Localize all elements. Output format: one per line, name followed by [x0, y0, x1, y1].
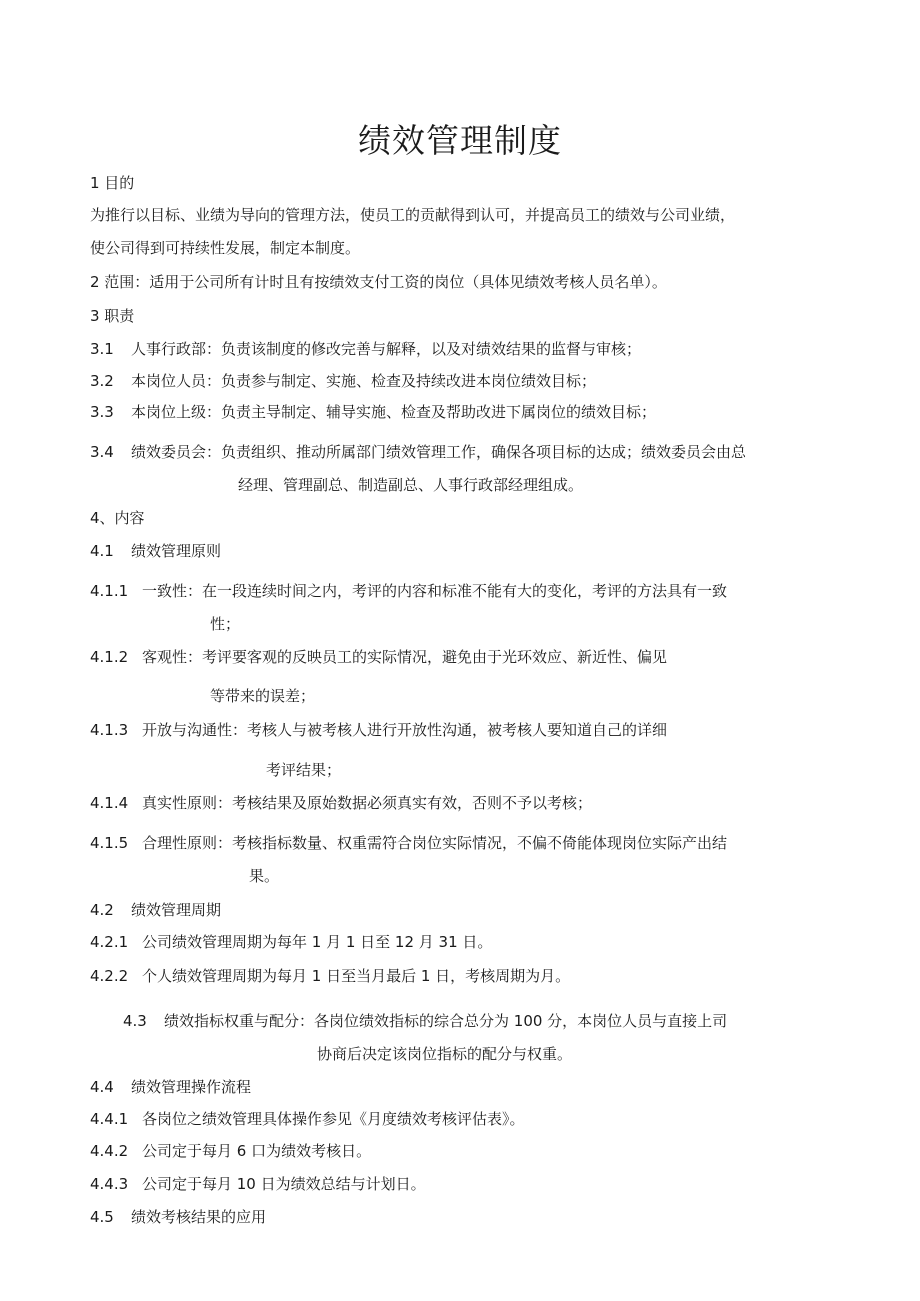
item-number: 3.3	[90, 403, 114, 421]
item-number: 4.2	[90, 901, 114, 919]
item-text: 真实性原则：考核结果及原始数据必须真实有效，否则不予以考核；	[142, 794, 593, 812]
item-text: 合理性原则：考核指标数量、权重需符合岗位实际情况，不偏不倚能体现岗位实际产出结	[142, 834, 728, 852]
continuation-line	[210, 612, 240, 636]
subsection-heading	[90, 539, 221, 563]
item-text: 绩效委员会：负责组织、推动所属部门绩效管理工作，确保各项目标的达成；绩效委员会由总	[131, 443, 747, 461]
subsection-heading	[90, 1205, 266, 1229]
continuation-line	[238, 473, 583, 497]
item-number: 4.1.5	[90, 834, 129, 852]
list-item	[90, 1107, 525, 1131]
list-item	[90, 718, 667, 742]
section-heading	[90, 171, 134, 195]
continuation-line	[210, 684, 315, 708]
section-heading	[90, 506, 145, 530]
list-item	[90, 400, 656, 424]
section-heading	[90, 304, 134, 328]
line-text: 2 范围：适用于公司所有计时且有按绩效支付工资的岗位（具体见绩效考核人员名单）。	[90, 273, 667, 291]
item-text: 绩效管理操作流程	[131, 1078, 252, 1096]
line-text: 4、内容	[90, 509, 145, 527]
line-text: 经理、管理副总、制造副总、人事行政部经理组成。	[238, 476, 584, 494]
item-number: 4.2.1	[90, 933, 129, 951]
subsection-heading	[90, 898, 221, 922]
list-item	[90, 831, 727, 855]
paragraph-line	[90, 203, 735, 227]
list-item	[90, 440, 746, 464]
item-number: 4.4.2	[90, 1142, 129, 1160]
continuation-line	[249, 864, 279, 888]
line-text: 协商后决定该岗位指标的配分与权重。	[317, 1045, 573, 1063]
item-number: 3.4	[90, 443, 114, 461]
list-item	[90, 579, 727, 603]
line-text: 果。	[249, 867, 280, 885]
item-number: 4.1	[90, 542, 114, 560]
list-item	[90, 964, 570, 988]
item-text: 一致性：在一段连续时间之内，考评的内容和标准不能有大的变化，考评的方法具有一致	[142, 582, 728, 600]
list-item	[90, 645, 667, 669]
item-number: 3.1	[90, 340, 114, 358]
list-item	[90, 791, 592, 815]
line-text: 等带来的误差；	[210, 687, 316, 705]
line-text: 性；	[210, 615, 241, 633]
item-text: 公司定于每月 10 日为绩效总结与计划日。	[142, 1175, 426, 1193]
continuation-line	[317, 1042, 572, 1066]
item-text: 人事行政部：负责该制度的修改完善与解释，以及对绩效结果的监督与审核；	[131, 340, 642, 358]
item-number: 4.4	[90, 1078, 114, 1096]
line-text: 为推行以目标、业绩为导向的管理方法，使员工的贡献得到认可，并提高员工的绩效与公司业绩，	[90, 206, 736, 224]
section-heading	[90, 270, 667, 294]
item-number: 3.2	[90, 372, 114, 390]
item-text: 绩效考核结果的应用	[131, 1208, 267, 1226]
continuation-line	[266, 758, 341, 782]
item-number: 4.1.2	[90, 648, 129, 666]
item-text: 绩效管理原则	[131, 542, 222, 560]
page-title: 绩效管理制度	[358, 121, 562, 160]
item-number: 4.4.3	[90, 1175, 129, 1193]
item-text: 客观性：考评要客观的反映员工的实际情况，避免由于光环效应、新近性、偏见	[142, 648, 668, 666]
item-text: 本岗位人员：负责参与制定、实施、检查及持续改进本岗位绩效目标；	[131, 372, 597, 390]
item-text: 个人绩效管理周期为每月 1 日至当月最后 1 日，考核周期为月。	[142, 967, 571, 985]
item-text: 各岗位之绩效管理具体操作参见《月度绩效考核评估表》。	[142, 1110, 525, 1128]
line-text: 3 职责	[90, 307, 135, 325]
item-number: 4.1.3	[90, 721, 129, 739]
line-text: 1 目的	[90, 174, 135, 192]
item-number: 4.3	[123, 1012, 147, 1030]
line-text: 使公司得到可持续性发展，制定本制度。	[90, 239, 361, 257]
item-text: 绩效管理周期	[131, 901, 222, 919]
list-item	[90, 337, 641, 361]
item-number: 4.1.1	[90, 582, 129, 600]
list-item	[90, 930, 492, 954]
subsection-heading	[90, 1075, 251, 1099]
item-text: 绩效指标权重与配分：各岗位绩效指标的综合总分为 100 分，本岗位人员与直接上司	[164, 1012, 728, 1030]
paragraph-line	[90, 236, 360, 260]
line-text: 考评结果；	[266, 761, 342, 779]
item-number: 4.1.4	[90, 794, 129, 812]
item-number: 4.2.2	[90, 967, 129, 985]
item-text: 本岗位上级：负责主导制定、辅导实施、检查及帮助改进下属岗位的绩效目标；	[131, 403, 657, 421]
item-text: 公司绩效管理周期为每年 1 月 1 日至 12 月 31 日。	[142, 933, 493, 951]
item-number: 4.5	[90, 1208, 114, 1226]
item-text: 公司定于每月 6 口为绩效考核日。	[142, 1142, 372, 1160]
subsection-heading	[123, 1009, 727, 1033]
item-number: 4.4.1	[90, 1110, 129, 1128]
item-text: 开放与沟通性：考核人与被考核人进行开放性沟通，被考核人要知道自己的详细	[142, 721, 668, 739]
list-item	[90, 1172, 426, 1196]
list-item	[90, 369, 596, 393]
list-item	[90, 1139, 371, 1163]
